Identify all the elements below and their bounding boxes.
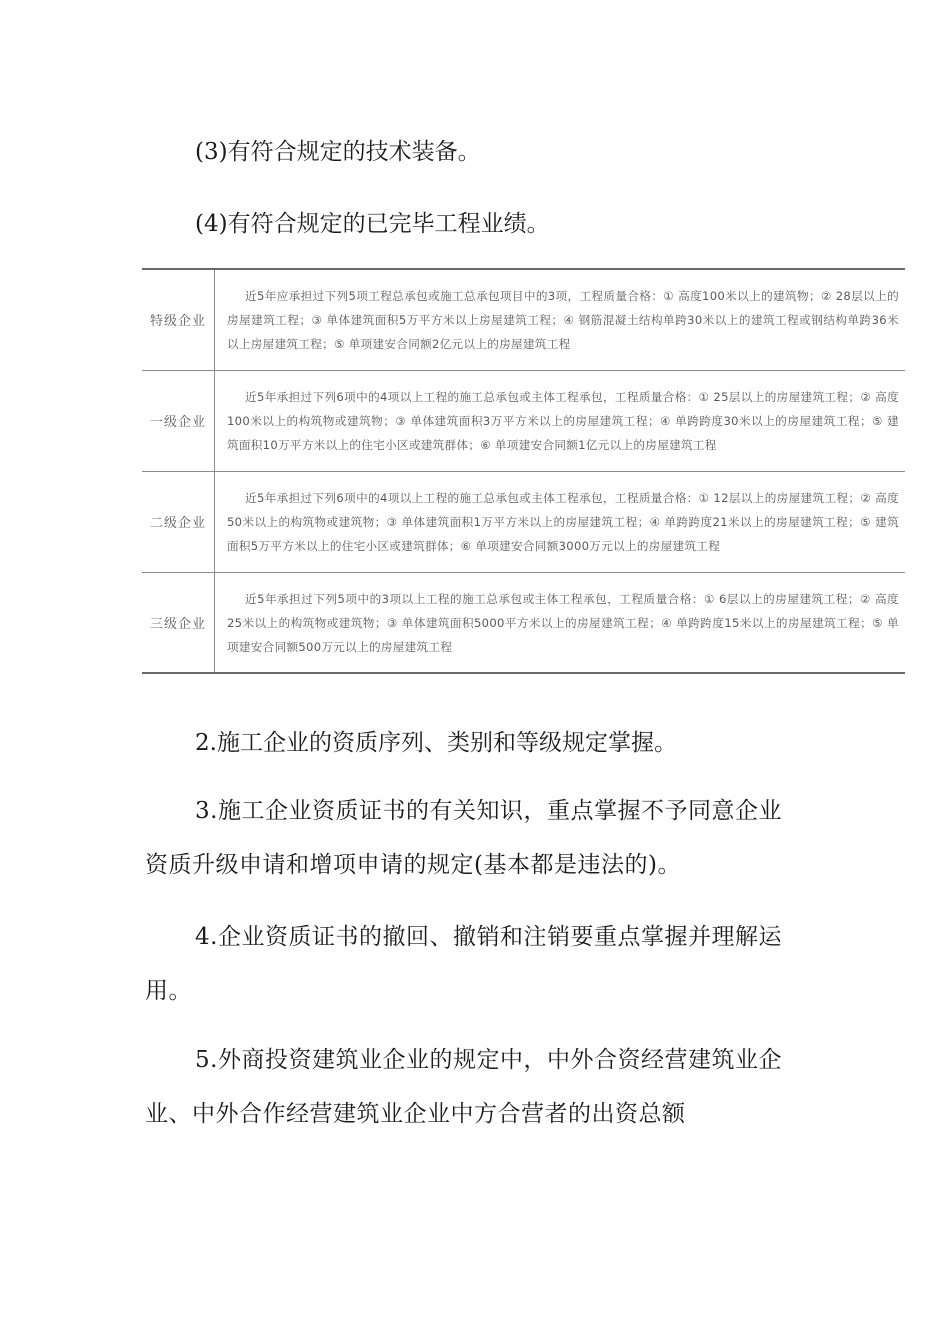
table-row	[142, 269, 905, 370]
table-row	[142, 572, 905, 673]
table-row	[142, 370, 905, 471]
grade-cell: 三级企业	[142, 572, 215, 673]
paragraph-technical-equipment: (3)有符合规定的技术装备。	[195, 139, 481, 165]
grade-cell: 二级企业	[142, 471, 215, 572]
paragraph-point-5: 5.外商投资建筑业企业的规定中，中外合资经营建筑业企业、中外合作经营建筑业企业中方合营者的出资总额	[145, 1047, 782, 1127]
paragraph-project-performance: (4)有符合规定的已完毕工程业绩。	[195, 211, 550, 237]
description-cell: 近5年承担过下列5项中的3项以上工程的施工总承包或主体工程承包，工程质量合格：① 6层以上的房屋建筑工程；② 高度25米以上的构筑物或建筑物；③ 单体建筑面积5000平方米以上的房屋建筑工程；④ 单跨跨度15米以上的房屋建筑工程；⑤ 单项建安合同额500万元以上的房屋建筑工程	[227, 591, 899, 654]
qualification-table	[142, 268, 905, 674]
description-cell: 近5年应承担过下列5项工程总承包或施工总承包项目中的3项，工程质量合格：① 高度100米以上的建筑物；② 28层以上的房屋建筑工程；③ 单体建筑面积5万平方米以上房屋建筑工程；④ 钢筋混凝土结构单跨30米以上的建筑工程或钢结构单跨36米以上房屋建筑工程；⑤ 单项建安合同额2亿元以上的房屋建筑工程	[215, 269, 906, 370]
paragraph-point-2: 2.施工企业的资质序列、类别和等级规定掌握。	[195, 730, 677, 756]
description-cell: 近5年承担过下列6项中的4项以上工程的施工总承包或主体工程承包，工程质量合格：① 12层以上的房屋建筑工程；② 高度50米以上的构筑物或建筑物；③ 单体建筑面积1万平方米以上的房屋建筑工程；④ 单跨跨度21米以上的房屋建筑工程；⑤ 建筑面积5万平方米以上的住宅小区或建筑群体；⑥ 单项建安合同额3000万元以上的房屋建筑工程	[215, 471, 906, 572]
grade-cell: 特级企业	[142, 269, 215, 370]
paragraph-point-3: 3.施工企业资质证书的有关知识，重点掌握不予同意企业资质升级申请和增项申请的规定(基本都是违法的)。	[145, 798, 782, 878]
paragraph-point-4: 4.企业资质证书的撤回、撤销和注销要重点掌握并理解运用。	[145, 924, 782, 1004]
table-row	[142, 471, 905, 572]
description-cell: 近5年承担过下列6项中的4项以上工程的施工总承包或主体工程承包，工程质量合格：① 25层以上的房屋建筑工程；② 高度100米以上的构筑物或建筑物；③ 单体建筑面积3万平方米以上的房屋建筑工程；④ 单跨跨度30米以上的房屋建筑工程；⑤ 建筑面积10万平方米以上的住宅小区或建筑群体；⑥ 单项建安合同额1亿元以上的房屋建筑工程	[215, 370, 906, 471]
grade-cell: 一级企业	[142, 370, 215, 471]
